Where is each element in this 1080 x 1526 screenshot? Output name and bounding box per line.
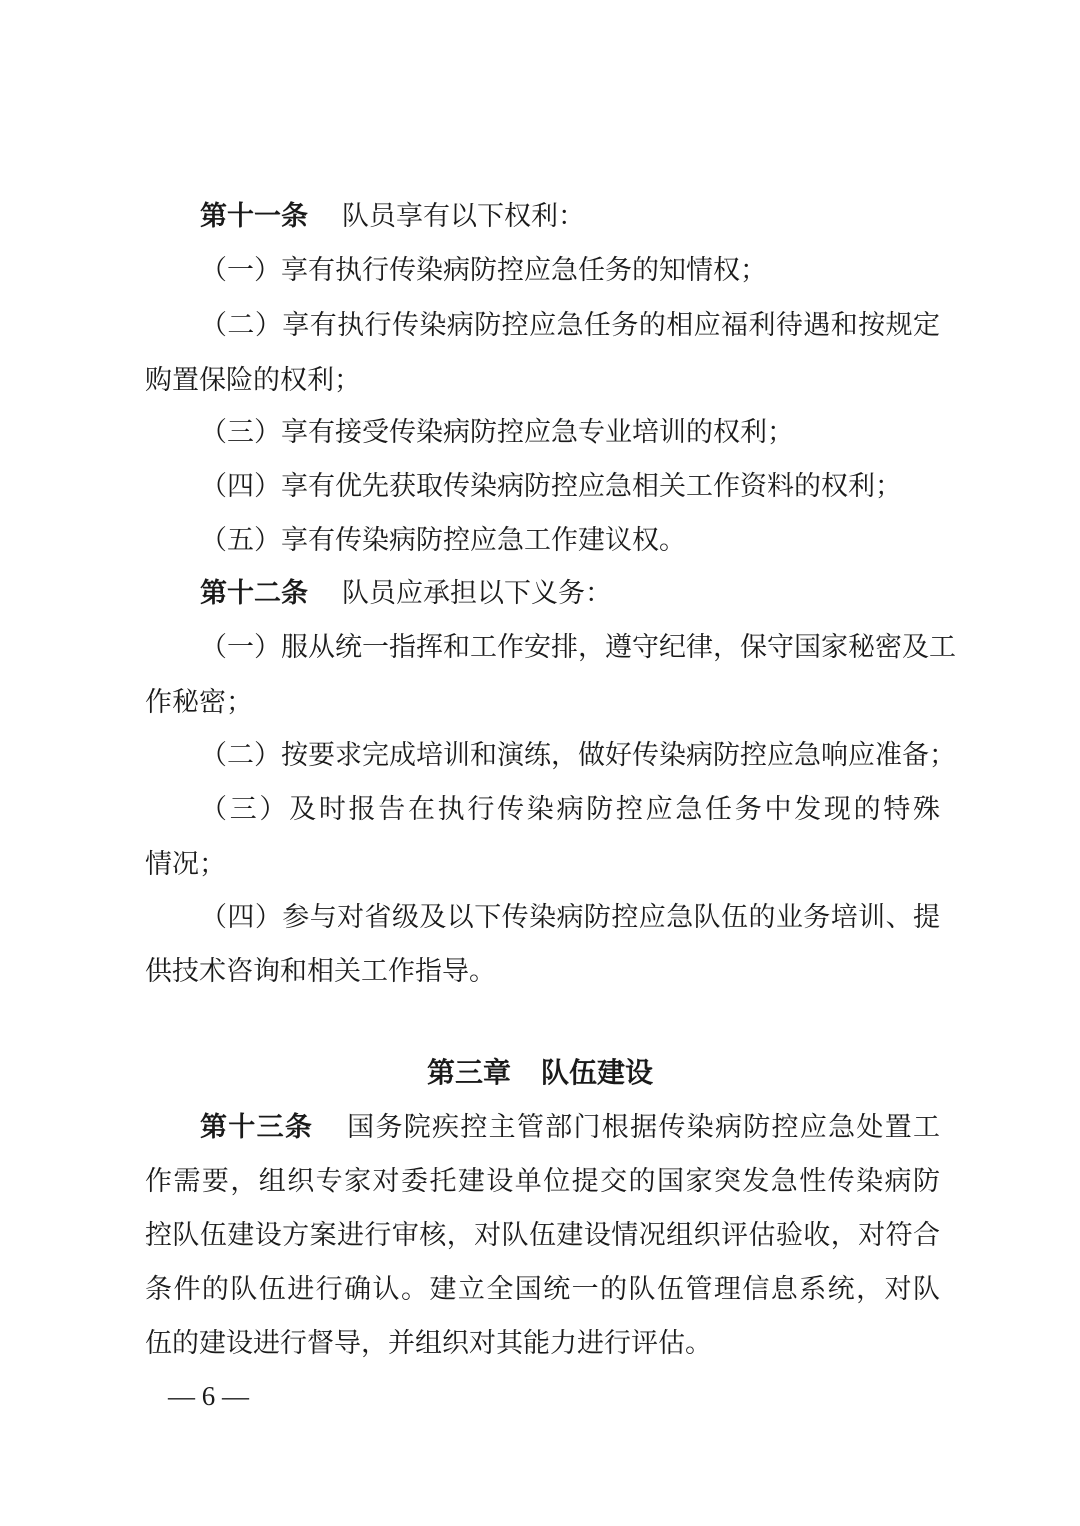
- article-13-line-4: 条件的队伍进行确认。建立全国统一的队伍管理信息系统，对队: [145, 1274, 940, 1305]
- article-13-heading: 第十三条: [200, 1112, 314, 1143]
- article-11-text: 队员享有以下权利：: [342, 201, 585, 232]
- article-12-item-4-cont: 供技术咨询和相关工作指导。: [145, 956, 496, 987]
- article-12-item-4: （四）参与对省级及以下传染病防控应急队伍的业务培训、提: [200, 902, 940, 933]
- article-12-heading-line: [0, 574, 940, 614]
- article-12-item-3-cont: 情况；: [145, 849, 226, 880]
- chapter-number: 第三章: [426, 1056, 511, 1089]
- article-13-line-5: 伍的建设进行督导，并组织对其能力进行评估。: [145, 1328, 712, 1359]
- article-12-item-1: （一）服从统一指挥和工作安排，遵守纪律，保守国家秘密及工: [200, 632, 956, 663]
- chapter-title: 队伍建设: [541, 1056, 654, 1089]
- article-13-line-2: 作需要，组织专家对委托建设单位提交的国家突发急性传染病防: [145, 1166, 940, 1197]
- article-11-item-3: （三）享有接受传染病防控应急专业培训的权利；: [200, 417, 794, 448]
- article-11-item-1: （一）享有执行传染病防控应急任务的知情权；: [200, 255, 767, 286]
- article-12-heading: 第十二条: [200, 578, 308, 609]
- article-13-heading-line: [0, 1108, 940, 1148]
- article-13-line-3: 控队伍建设方案进行审核，对队伍建设情况组织评估验收，对符合: [145, 1220, 940, 1251]
- article-11-item-4: （四）享有优先获取传染病防控应急相关工作资料的权利；: [200, 471, 902, 502]
- article-11-heading: 第十一条: [200, 201, 308, 232]
- chapter-heading: [0, 1053, 1080, 1093]
- article-11-heading-line: [0, 197, 940, 237]
- article-11-item-2: （二）享有执行传染病防控应急任务的相应福利待遇和按规定: [200, 310, 940, 341]
- article-11-item-2-cont: 购置保险的权利；: [145, 365, 361, 396]
- article-12-text: 队员应承担以下义务：: [342, 578, 612, 609]
- article-13-line-1: 国务院疾控主管部门根据传染病防控应急处置工: [347, 1112, 941, 1143]
- article-12-item-3: （三）及时报告在执行传染病防控应急任务中发现的特殊: [200, 794, 940, 825]
- article-12-item-2: （二）按要求完成培训和演练，做好传染病防控应急响应准备；: [200, 740, 956, 771]
- article-12-item-1-cont: 作秘密；: [145, 687, 253, 718]
- article-11-item-5: （五）享有传染病防控应急工作建议权。: [200, 525, 686, 556]
- page-number: — 6 —: [168, 1381, 249, 1411]
